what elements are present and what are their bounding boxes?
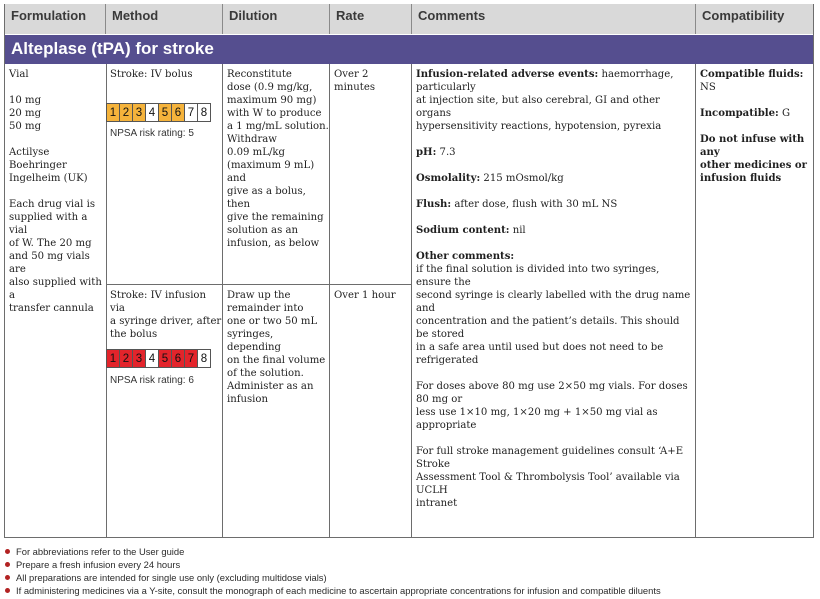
npsa-risk-label-bolus: NPSA risk rating: 5 [110,128,194,139]
risk-box: 3 [132,349,146,368]
method-cell-bolus [110,68,220,81]
risk-box: 6 [171,349,185,368]
npsa-risk-scale-bolus [106,103,210,122]
other-comments-line: if the final solution is divided into two syringes, ensure the [416,264,660,288]
method-cell-infusion [110,289,222,341]
formulation-line: transfer cannula [9,303,94,314]
other-comments-label: Other comments: [416,251,515,262]
incompatible-row [700,107,812,120]
dilution-line: dose (0.9 mg/kg, [227,82,313,93]
dilution-line: Administer as an [227,381,314,392]
formulation-line: 50 mg [9,121,42,132]
formulation-line: supplied with a vial [9,212,88,236]
adverse-line: at injection site, but also cerebral, GI and other organs [416,95,660,119]
dilution-cell-infusion [227,289,329,406]
dilution-line: with W to produce [227,108,322,119]
column-divider [222,64,223,538]
compatible-row [700,68,812,94]
dilution-line: infusion, as below [227,238,320,249]
header-method: Method [106,4,223,34]
rate-cell-bolus: Over 2 minutes [334,69,376,93]
warning-line: Do not infuse with any [700,134,805,158]
risk-box: 6 [171,103,185,122]
flush-label: Flush: [416,199,452,210]
formulation-line: 10 mg [9,95,42,106]
dilution-line: infusion [227,394,268,405]
sodium-value: nil [512,225,526,236]
guideline-line: Assessment Tool & Thrombolysis Tool’ available via UCLH [416,472,680,496]
flush-row [416,198,695,211]
compatible-label: Compatible fluids: [700,69,804,80]
sodium-row [416,224,695,237]
dilution-line: syringes, depending [227,329,282,353]
formulation-line: of W. The 20 mg [9,238,92,249]
risk-box: 1 [106,349,120,368]
osmolality-value: 215 mOsmol/kg [483,173,564,184]
osmolality-label: Osmolality: [416,173,481,184]
risk-box: 7 [184,349,198,368]
adverse-label: Infusion-related adverse events: [416,69,599,80]
risk-box: 5 [158,103,172,122]
row-divider [106,284,412,285]
dilution-line: 0.09 mL/kg [227,147,285,158]
adverse-line: haemorrhage, particularly [416,69,674,93]
formulation-cell [9,68,105,315]
formulation-line: Each drug vial is [9,199,95,210]
rate-cell-infusion: Over 1 hour [334,290,396,301]
formulation-line: Actilyse [9,147,50,158]
method-line: Stroke: IV bolus [110,69,193,80]
header-rate: Rate [330,4,412,34]
ph-label: pH: [416,147,437,158]
warning-line: other medicines or [700,160,807,171]
risk-box: 4 [145,349,159,368]
dilution-line: one or two 50 mL [227,316,318,327]
risk-box: 4 [145,103,159,122]
dilution-line: Withdraw [227,134,277,145]
header-compatibility: Compatibility [696,4,813,34]
dilution-line: remainder into [227,303,304,314]
formulation-line: also supplied with a [9,277,102,301]
dilution-line: Draw up the [227,290,291,301]
guideline-line: For full stroke management guidelines consult ‘A+E Stroke [416,446,684,470]
formulation-line: and 50 mg vials are [9,251,90,275]
dilution-line: give the remaining [227,212,324,223]
risk-box: 2 [119,103,133,122]
risk-box: 3 [132,103,146,122]
header-formulation: Formulation [5,4,106,34]
header-comments: Comments [412,4,696,34]
method-line: the bolus [110,329,158,340]
dilution-line: give as a bolus, then [227,186,306,210]
incompatible-label: Incompatible: [700,108,779,119]
dilution-line: on the final volume [227,355,326,366]
method-line: Stroke: IV infusion via [110,290,207,314]
compatible-value: NS [700,82,716,93]
dilution-line: of the solution. [227,368,304,379]
npsa-risk-scale-infusion [106,349,210,368]
ph-row [416,146,695,159]
osmolality-row [416,172,695,185]
dilution-line: Reconstitute [227,69,292,80]
footer-note: If administering medicines via a Y-site, consult the monograph of each medicine to ascertain appropriate concentrations for infusion and compatible diluents [4,584,661,597]
warning-line: infusion fluids [700,173,782,184]
guideline-line: intranet [416,498,458,509]
other-comments-line: second syringe is clearly labelled with the drug name and [416,290,691,314]
header-dilution: Dilution [223,4,330,34]
formulation-line: Ingelheim (UK) [9,173,88,184]
comments-cell [416,68,695,510]
footer-note: All preparations are intended for single use only (excluding multidose vials) [4,571,661,584]
dilution-line: maximum 90 mg) [227,95,317,106]
method-line: a syringe driver, after [110,316,222,327]
footer-note: For abbreviations refer to the User guide [4,545,661,558]
adverse-events [416,68,695,94]
risk-box: 7 [184,103,198,122]
formulation-line: Boehringer [9,160,67,171]
flush-value: after dose, flush with 30 mL NS [454,199,618,210]
adverse-line: hypersensitivity reactions, hypotension, pyrexia [416,121,662,132]
compatibility-cell [700,68,812,185]
column-divider [329,64,330,538]
ph-value: 7.3 [439,147,456,158]
dilution-cell-bolus [227,68,329,250]
risk-box: 5 [158,349,172,368]
npsa-risk-label-infusion: NPSA risk rating: 6 [110,375,194,386]
formulation-line: 20 mg [9,108,42,119]
sodium-label: Sodium content: [416,225,510,236]
footer-note: Prepare a fresh infusion every 24 hours [4,558,661,571]
risk-box: 8 [197,103,211,122]
incompatible-value: G [781,108,791,119]
risk-box: 2 [119,349,133,368]
risk-box: 1 [106,103,120,122]
column-divider [695,64,696,538]
other-comments-line: in a safe area until used but does not need to be refrigerated [416,342,664,366]
dose-line: For doses above 80 mg use 2×50 mg vials. For doses 80 mg or [416,381,688,405]
dilution-line: solution as an [227,225,298,236]
dilution-line: (maximum 9 mL) and [227,160,315,184]
formulation-line: Vial [9,69,29,80]
footer-notes [4,545,661,597]
dilution-line: a 1 mg/mL solution. [227,121,329,132]
dose-line: less use 1×10 mg, 1×20 mg + 1×50 mg vial as appropriate [416,407,658,431]
column-divider [106,64,107,538]
risk-box: 8 [197,349,211,368]
other-comments-line: concentration and the patient’s details. This should be stored [416,316,680,340]
drug-title: Alteplase (tPA) for stroke [5,35,813,64]
